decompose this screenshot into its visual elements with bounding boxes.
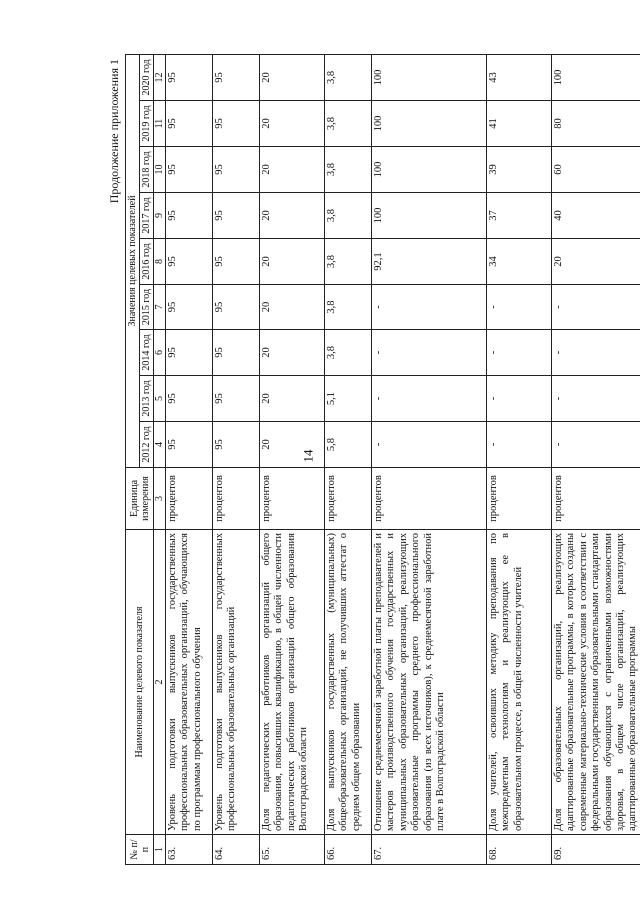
column-number: 5: [154, 376, 166, 422]
indicator-unit: процентов: [166, 468, 213, 530]
indicator-value: -: [372, 330, 487, 376]
table-row: [260, 54, 325, 864]
indicator-unit: процентов: [325, 468, 372, 530]
indicator-value: -: [552, 376, 640, 422]
indicator-unit: процентов: [487, 468, 552, 530]
indicator-value: 20: [260, 376, 325, 422]
indicator-value: 3,8: [325, 193, 372, 239]
indicator-value: 95: [166, 239, 213, 285]
header-year: 2019 год: [140, 101, 154, 147]
table-row: [166, 54, 213, 864]
indicator-value: 20: [260, 239, 325, 285]
indicator-value: -: [552, 330, 640, 376]
indicator-unit: процентов: [260, 468, 325, 530]
indicator-value: 100: [552, 54, 640, 100]
indicator-value: 20: [260, 147, 325, 193]
indicator-value: 95: [166, 330, 213, 376]
table-row: [325, 54, 372, 864]
row-number: 64.: [213, 835, 260, 865]
indicator-value: -: [487, 285, 552, 330]
indicator-value: 5,8: [325, 422, 372, 468]
indicator-value: -: [487, 376, 552, 422]
column-number: 12: [154, 54, 166, 100]
indicator-value: 95: [213, 101, 260, 147]
indicator-value: 80: [552, 101, 640, 147]
target-indicators-table: [125, 54, 640, 865]
row-number: 67.: [372, 835, 487, 865]
indicator-name: Доля образовательных организаций, реализующих адаптированные образовательные программы, в которых созданы современные материально-технические условия в соответствии с федеральными государственными образовательными стандартами образования обучающихся с ограниченными возможностями здоровья, в общем числе организаций, реализующих адаптированные образовательные программы: [552, 530, 640, 835]
page-number: 14: [300, 449, 316, 463]
indicator-value: 20: [260, 193, 325, 239]
column-number: 1: [154, 835, 166, 865]
header-year: 2016 год: [140, 239, 154, 285]
header-year: 2012 год: [140, 422, 154, 468]
indicator-value: 95: [213, 239, 260, 285]
header-year: 2020 год: [140, 54, 154, 100]
indicator-name: Доля выпускников государственных (муниципальных) общеобразовательных организаций, не получивших аттестат о среднем общем образовании: [325, 530, 372, 835]
indicator-value: 39: [487, 147, 552, 193]
indicator-value: 37: [487, 193, 552, 239]
indicator-value: 20: [260, 285, 325, 330]
indicator-value: -: [552, 422, 640, 468]
indicator-value: 95: [213, 330, 260, 376]
header-year: 2013 год: [140, 376, 154, 422]
appendix-caption: Продолжение приложения 1: [107, 59, 121, 204]
indicator-value: -: [552, 285, 640, 330]
indicator-value: -: [487, 330, 552, 376]
column-number: 9: [154, 193, 166, 239]
header-year: 2015 год: [140, 285, 154, 330]
indicator-value: 95: [166, 147, 213, 193]
indicator-value: 95: [213, 285, 260, 330]
indicator-value: 20: [260, 330, 325, 376]
column-number: 8: [154, 239, 166, 285]
indicator-value: 95: [166, 101, 213, 147]
row-number: 65.: [260, 835, 325, 865]
indicator-value: 60: [552, 147, 640, 193]
header-year: 2017 год: [140, 193, 154, 239]
indicator-name: Уровень подготовки выпускников государственных профессиональных образовательных организаций: [213, 530, 260, 835]
indicator-name: Доля учителей, освоивших методику преподавания по межпредметным технологиям и реализующих ее в образовательном процессе, в общей численности учителей: [487, 530, 552, 835]
indicator-value: 95: [166, 422, 213, 468]
header-year: 2014 год: [140, 330, 154, 376]
indicator-value: 3,8: [325, 54, 372, 100]
column-number: 4: [154, 422, 166, 468]
indicator-value: 3,8: [325, 239, 372, 285]
indicator-value: 100: [372, 147, 487, 193]
row-number: 63.: [166, 835, 213, 865]
header-num: № п/п: [126, 835, 154, 865]
indicator-value: 95: [213, 193, 260, 239]
table-row: [487, 54, 552, 864]
indicator-value: 3,8: [325, 101, 372, 147]
indicator-value: 100: [372, 101, 487, 147]
table-row: [372, 54, 487, 864]
indicator-value: 5,1: [325, 376, 372, 422]
indicator-value: 43: [487, 54, 552, 100]
indicator-value: 3,8: [325, 147, 372, 193]
indicator-value: 20: [260, 101, 325, 147]
table-row: [552, 54, 640, 864]
indicator-value: 95: [166, 193, 213, 239]
indicator-value: -: [487, 422, 552, 468]
indicator-value: 100: [372, 54, 487, 100]
indicator-value: 40: [552, 193, 640, 239]
header-unit: Единица измерения: [126, 468, 154, 530]
indicator-value: 92,1: [372, 239, 487, 285]
indicator-value: 95: [166, 54, 213, 100]
row-number: 68.: [487, 835, 552, 865]
indicator-value: 20: [260, 54, 325, 100]
column-number: 10: [154, 147, 166, 193]
indicator-value: 95: [213, 422, 260, 468]
indicator-value: 95: [213, 54, 260, 100]
indicator-value: 95: [166, 285, 213, 330]
indicator-name: Уровень подготовки выпускников государственных профессиональных образовательных организаций, обучающихся по программам профессионального обучения: [166, 530, 213, 835]
indicator-value: 3,8: [325, 285, 372, 330]
rotated-page-content: [105, 55, 639, 865]
column-number: 2: [154, 530, 166, 835]
indicator-value: -: [372, 285, 487, 330]
column-number: 6: [154, 330, 166, 376]
indicator-value: 100: [372, 193, 487, 239]
indicator-value: 20: [552, 239, 640, 285]
indicator-value: 3,8: [325, 330, 372, 376]
indicator-unit: процентов: [213, 468, 260, 530]
indicator-value: 34: [487, 239, 552, 285]
indicator-name: Отношение среднемесячной заработной платы преподавателей и мастеров производственного обучения государственных и муниципальных образовательных организаций, реализующих образовательные программы среднего профессионального образования (из всех источников), к среднемесячной заработной плате в Волгоградской области: [372, 530, 487, 835]
indicator-name: Доля педагогических работников организаций общего образования, повысивших квалификацию, в общей численности педагогических работников организаций общего образования Волгоградской области: [260, 530, 325, 835]
column-number: 11: [154, 101, 166, 147]
indicator-value: 95: [213, 376, 260, 422]
row-number: 69.: [552, 835, 640, 865]
indicator-value: 95: [213, 147, 260, 193]
column-number: 3: [154, 468, 166, 530]
indicator-value: 41: [487, 101, 552, 147]
indicator-value: -: [372, 422, 487, 468]
header-name: Наименование целевого показателя: [126, 530, 154, 835]
header-year: 2018 год: [140, 147, 154, 193]
column-number: 7: [154, 285, 166, 330]
header-values-group: Значения целевых показателей: [126, 54, 140, 467]
table-row: [213, 54, 260, 864]
indicator-value: -: [372, 376, 487, 422]
indicator-unit: процентов: [552, 468, 640, 530]
indicator-value: 20: [260, 422, 325, 468]
row-number: 66.: [325, 835, 372, 865]
indicator-value: 95: [166, 376, 213, 422]
indicator-unit: процентов: [372, 468, 487, 530]
